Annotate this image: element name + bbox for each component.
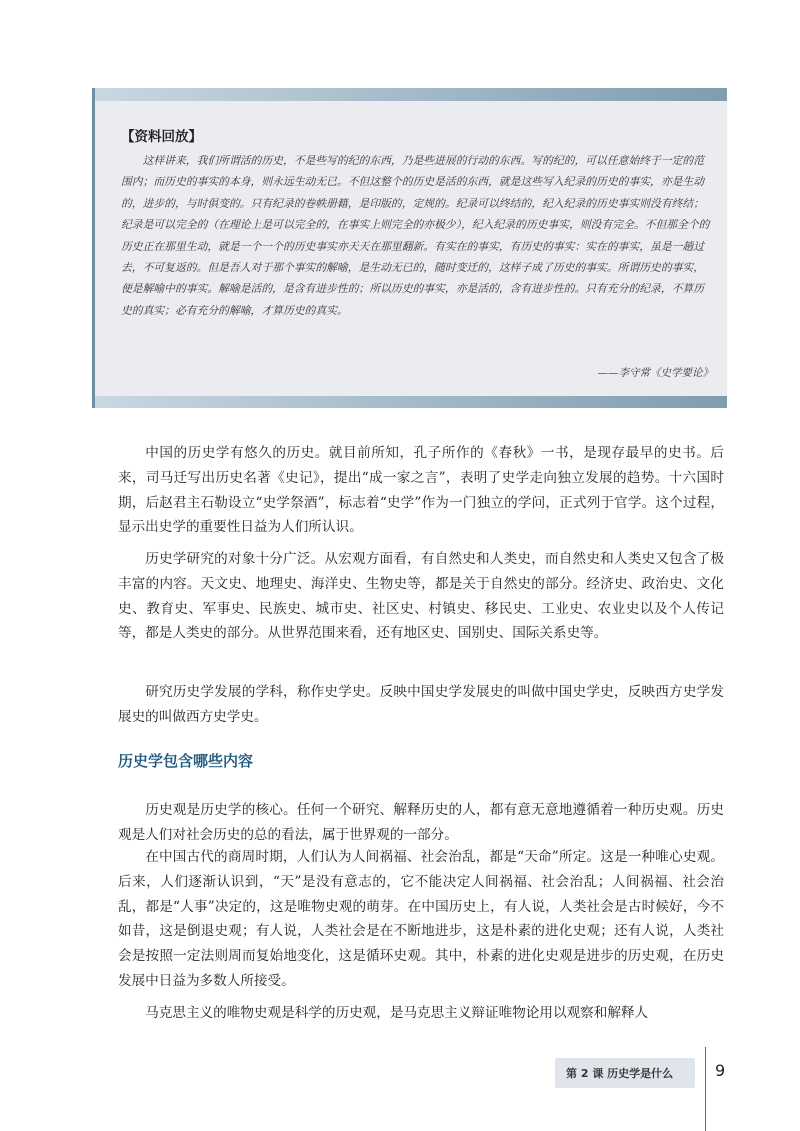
box-bottom-bar (95, 396, 727, 408)
body-paragraph: 研究历史学发展的学科，称作史学史。反映中国史学发展史的叫做中国史学史，反映西方史学发展史的叫做西方史学史。 (118, 684, 724, 725)
footer-divider (705, 1047, 706, 1131)
section-heading: 历史学包含哪些内容 (118, 752, 254, 770)
body-paragraph: 历史学研究的对象十分广泛。从宏观方面看，有自然史和人类史，而自然史和人类史又包含了极丰富的内容。天文史、地理史、海洋史、生物史等，都是关于自然史的部分。经济史、政治史、文化史、教育史、军事史、民族史、城市史、社区史、村镇史、移民史、工业史、农业史以及个人传记等，都是人类史的部分。从世界范围来看，还有地区史、国别史、国际关系史等。 (118, 551, 724, 642)
page-number: 9 (715, 1061, 726, 1080)
source-material-box (92, 88, 727, 408)
body-paragraph: 中国的历史学有悠久的历史。就目前所知，孔子所作的《春秋》一书，是现存最早的史书。后来，司马迁写出历史名著《史记》，提出“成一家之言”，表明了史学走向独立发展的趋势。十六国时期，后赵君主石勒设立“史学祭酒”，标志着“史学”作为一门独立的学问，正式列于官学。这个过程，显示出史学的重要性日益为人们所认识。 (118, 445, 724, 536)
body-paragraph: 历史观是历史学的核心。任何一个研究、解释历史的人，都有意无意地遵循着一种历史观。历史观是人们对社会历史的总的看法，属于世界观的一部分。 (118, 802, 724, 843)
source-quote: 这样讲来，我们所谓活的历史，不是些写的纪的东西，乃是些进展的行动的东西。写的纪的，可以任意始终于一定的范围内；而历史的事实的本身，则永远生动无已。不但这整个的历史是活的东西，就是这些写入纪录的历史的事实，亦是生动的，进步的，与时俱变的。只有纪录的卷帙册籍，是印版的，定规的。纪录可以终结的，纪入纪录的历史事实则没有终结；纪录是可以完全的（在理论上是可以完全的，在事实上则完全的亦极少），纪入纪录的历史事实，则没有完全。不但那全个的历史正在那里生动，就是一个一个的历史事实亦天天在那里翻新。有实在的事实，有历史的事实：实在的事实，虽是一趟过去，不可复返的。但是吾人对于那个事实的解喻，是生动无已的，随时变迁的，这样子成了历史的事实。所谓历史的事实，便是解喻中的事实。解喻是活的，是含有进步性的；所以历史的事实，亦是活的，含有进步性的。只有充分的纪录，不算历史的真实；必有充分的解喻，才算历史的真实。 (121, 154, 710, 317)
box-top-bar (95, 88, 727, 101)
source-box-title: 【资料回放】 (121, 129, 202, 145)
body-paragraph: 在中国古代的商周时期，人们认为人间祸福、社会治乱，都是“天命”所定。这是一种唯心史观。后来，人们逐渐认识到，“天”是没有意志的，它不能决定人间祸福、社会治乱；人间祸福、社会治乱，都是“人事”决定的，这是唯物史观的萌芽。在中国历史上，有人说，人类社会是古时候好，今不如昔，这是倒退史观；有人说，人类社会是在不断地进步，这是朴素的进化史观；还有人说，人类社会是按照一定法则周而复始地变化，这是循环史观。其中，朴素的进化史观是进步的历史观，在历史发展中日益为多数人所接受。 (118, 849, 724, 989)
quote-attribution: ——李守常《史学要论》 (597, 367, 713, 379)
body-paragraph: 马克思主义的唯物史观是科学的历史观，是马克思主义辩证唯物论用以观察和解释人 (145, 1005, 649, 1021)
lesson-label: 第 2 课 历史学是什么 (566, 1067, 674, 1080)
